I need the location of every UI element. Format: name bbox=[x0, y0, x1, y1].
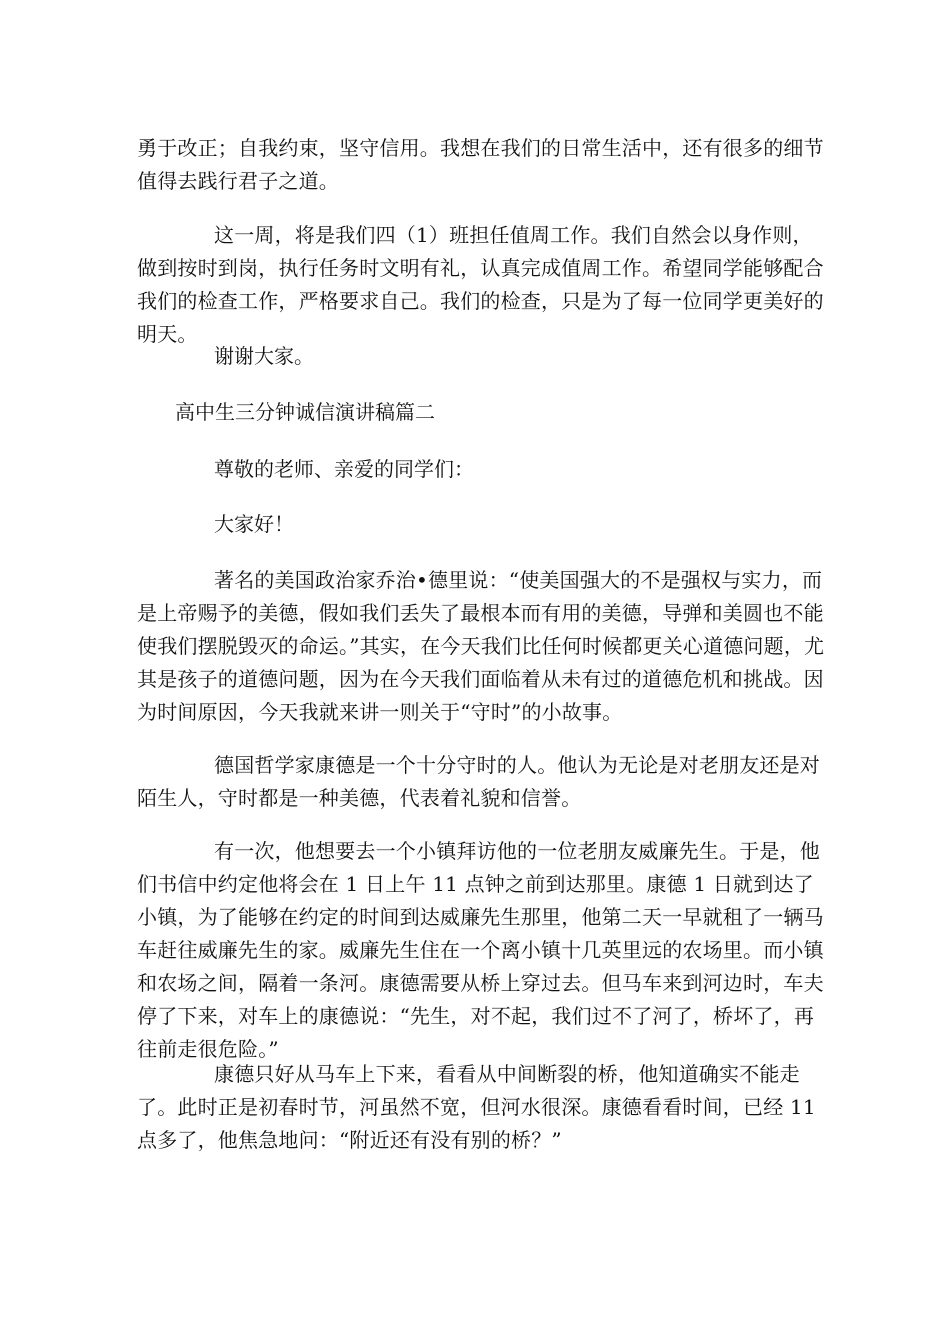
paragraph-2: 这一周，将是我们四（1）班担任值周工作。我们自然会以身作则，做到按时到岗，执行任务时文明有礼，认真完成值周工作。希望同学能够配合我们的检查工作，严格要求自己。我们的检查，只是为了每一位同学更美好的明天。 bbox=[137, 223, 824, 346]
greeting: 大家好！ bbox=[214, 512, 294, 536]
salutation: 尊敬的老师、亲爱的同学们： bbox=[214, 457, 474, 481]
paragraph-thanks: 谢谢大家。 bbox=[214, 344, 314, 368]
paragraph-1: 勇于改正；自我约束，坚守信用。我想在我们的日常生活中，还有很多的细节值得去践行君子之道。 bbox=[137, 136, 824, 193]
paragraph-bridge: 康德只好从马车上下来，看看从中间断裂的桥，他知道确实不能走了。此时正是初春时节，河虽然不宽，但河水很深。康德看看时间，已经 11 点多了，他焦急地问：“附近还有没有别的桥？” bbox=[137, 1062, 816, 1152]
paragraph-kant-intro: 德国哲学家康德是一个十分守时的人。他认为无论是对老朋友还是对陌生人，守时都是一种美德，代表着礼貌和信誉。 bbox=[137, 753, 820, 810]
paragraph-story: 有一次，他想要去一个小镇拜访他的一位老朋友威廉先生。于是，他们书信中约定他将会在 1 日上午 11 点钟之前到达那里。康德 1 日就到达了小镇，为了能够在约定的时间到达威廉先生那里，他第二天一早就租了一辆马车赶往威廉先生的家。威廉先生住在一个离小镇十几英里远的农场里。而小镇和农场之间，隔着一条河。康德需要从桥上穿过去。但马车来到河边时，车夫停了下来，对车上的康德说：“先生，对不起，我们过不了河了，桥坏了，再往前走很危险。” bbox=[137, 839, 824, 1061]
section-heading: 高中生三分钟诚信演讲稿篇二 bbox=[175, 400, 435, 424]
paragraph-quote: 著名的美国政治家乔治•德里说：“使美国强大的不是强权与实力，而是上帝赐予的美德，假如我们丢失了最根本而有用的美德，导弹和美圆也不能使我们摆脱毁灭的命运。”其实，在今天我们比任何时候都更关心道德问题，尤其是孩子的道德问题，因为在今天我们面临着从未有过的道德危机和挑战。因为时间原因，今天我就来讲一则关于“守时”的小故事。 bbox=[137, 568, 825, 724]
